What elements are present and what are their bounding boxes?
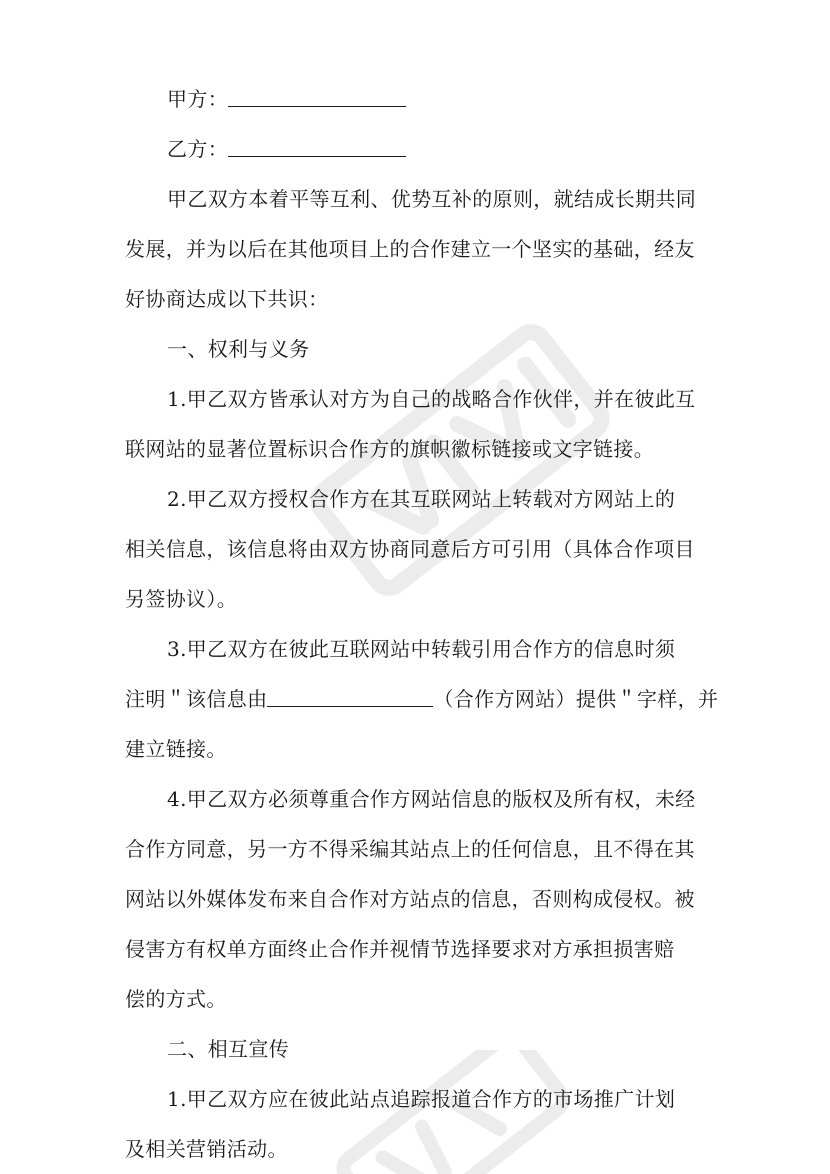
clause-2-1-line-1: 1.甲乙双方应在彼此站点追踪报道合作方的市场推广计划 bbox=[167, 1087, 676, 1111]
party-b-line bbox=[125, 129, 725, 170]
party-a-label: 甲方： bbox=[167, 87, 229, 111]
clause-1-2-line-2: 相关信息，该信息将由双方协商同意后方可引用（具体合作项目 bbox=[125, 537, 695, 561]
party-a-line bbox=[125, 79, 725, 120]
clause-1-2-line-1: 2.甲乙双方授权合作方在其互联网站上转载对方网站上的 bbox=[167, 487, 676, 511]
clause-1-3-text-before: 注明＂该信息由 bbox=[125, 687, 268, 711]
clause-1-1-line-2: 联网站的显著位置标识合作方的旗帜徽标链接或文字链接。 bbox=[125, 437, 655, 461]
party-b-blank bbox=[228, 131, 406, 157]
intro-line-2: 发展，并为以后在其他项目上的合作建立一个坚实的基础，经友 bbox=[125, 237, 695, 261]
party-a-blank bbox=[228, 81, 406, 107]
clause-1-4-line-4: 侵害方有权单方面终止合作并视情节选择要求对方承担损害赔 bbox=[125, 937, 675, 961]
intro-line-3: 好协商达成以下共识： bbox=[125, 287, 329, 311]
document-body bbox=[125, 79, 725, 1170]
intro-line-1: 甲乙双方本着平等互利、优势互补的原则，就结成长期共同 bbox=[167, 187, 697, 211]
clause-1-2-line-3: 另签协议）。 bbox=[125, 587, 238, 611]
partner-site-blank bbox=[267, 681, 433, 707]
party-b-label: 乙方： bbox=[167, 137, 229, 161]
section-1-heading: 一、权利与义务 bbox=[167, 337, 310, 361]
clause-1-3-line-2 bbox=[125, 679, 725, 720]
clause-1-1-line-1: 1.甲乙双方皆承认对方为自己的战略合作伙伴，并在彼此互 bbox=[167, 387, 696, 411]
clause-1-3-line-1: 3.甲乙双方在彼此互联网站中转载引用合作方的信息时须 bbox=[167, 637, 676, 661]
section-2-heading: 二、相互宣传 bbox=[167, 1037, 290, 1061]
clause-1-3-line-3: 建立链接。 bbox=[125, 737, 227, 761]
clause-1-3-text-after: （合作方网站）提供＂字样，并 bbox=[433, 687, 719, 711]
clause-1-4-line-2: 合作方同意，另一方不得采编其站点上的任何信息，且不得在其 bbox=[125, 837, 695, 861]
clause-1-4-line-5: 偿的方式。 bbox=[125, 987, 227, 1011]
clause-1-4-line-1: 4.甲乙双方必须尊重合作方网站信息的版权及所有权，未经 bbox=[167, 787, 696, 811]
clause-2-1-line-2: 及相关营销活动。 bbox=[125, 1137, 288, 1161]
clause-1-4-line-3: 网站以外媒体发布来自合作对方站点的信息，否则构成侵权。被 bbox=[125, 887, 695, 911]
